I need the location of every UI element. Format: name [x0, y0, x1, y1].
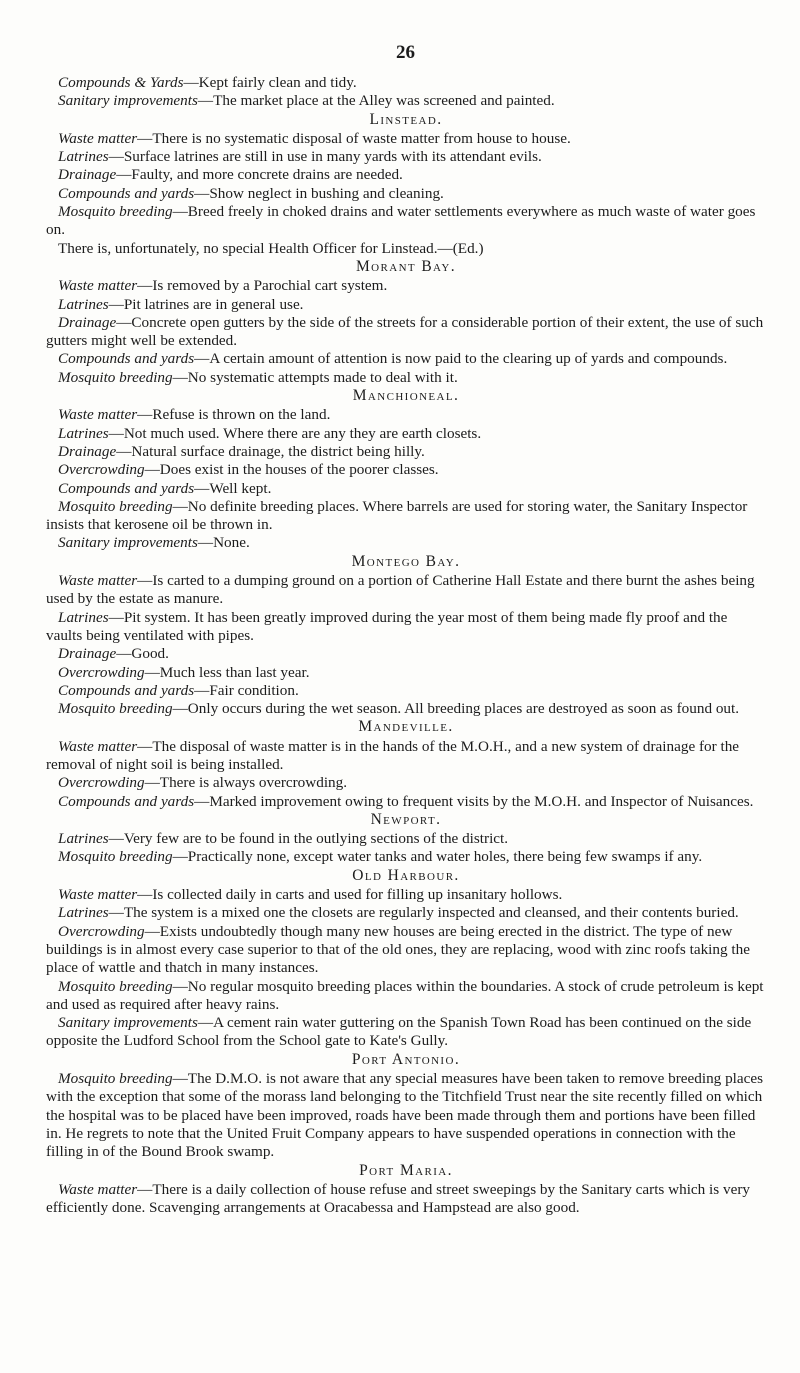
paragraph-label: Latrines: [58, 904, 109, 922]
report-paragraph: [46, 830, 766, 848]
report-section: [46, 718, 766, 810]
paragraph-text: —Refuse is thrown on the land.: [137, 406, 331, 424]
report-paragraph: [46, 700, 766, 718]
report-section: [46, 1162, 766, 1218]
report-paragraph: [46, 443, 766, 461]
report-paragraph: [46, 166, 766, 184]
paragraph-text: —Practically none, except water tanks and water holes, there being few swamps if any.: [172, 848, 703, 866]
report-section: [46, 811, 766, 867]
paragraph-label: Latrines: [58, 424, 109, 442]
paragraph-label: Latrines: [58, 608, 109, 626]
paragraph-label: Compounds and yards: [58, 792, 195, 810]
report-section: [46, 258, 766, 387]
paragraph-text: There is, unfortunately, no special Health Officer for Linstead.—(Ed.): [58, 239, 484, 257]
paragraph-text: —Pit system. It has been greatly improved during the year most of them being made fly proof and the vaults being ventilated with pipes.: [46, 608, 728, 644]
report-paragraph: [46, 240, 766, 258]
paragraph-label: Overcrowding: [58, 922, 145, 940]
report-paragraph: [46, 130, 766, 148]
paragraph-label: Sanitary improvements: [58, 534, 198, 552]
report-paragraph: [46, 92, 766, 110]
report-section: [46, 387, 766, 553]
section-heading: Linstead.: [369, 110, 443, 128]
paragraph-text: —Is carted to a dumping ground on a portion of Catherine Hall Estate and there burnt the ashes being used by the estate as manure.: [46, 572, 755, 608]
paragraph-text: —Kept fairly clean and tidy.: [183, 74, 357, 91]
report-paragraph: [46, 664, 766, 682]
section-heading: Port Maria.: [359, 1161, 453, 1179]
report-paragraph: [46, 369, 766, 387]
section-heading: Montego Bay.: [351, 552, 461, 570]
paragraph-label: Waste matter: [58, 886, 138, 904]
paragraph-label: Latrines: [58, 148, 109, 166]
paragraph-text: —Fair condition.: [194, 681, 299, 699]
report-paragraph: [46, 406, 766, 424]
paragraph-text: —Faulty, and more concrete drains are needed.: [116, 166, 403, 184]
paragraph-text: —Only occurs during the wet season. All breeding places are destroyed as soon as found out.: [172, 700, 740, 718]
paragraph-text: —Is removed by a Parochial cart system.: [137, 277, 388, 295]
report-section: [46, 1051, 766, 1162]
section-heading: Manchioneal.: [352, 387, 460, 405]
paragraph-text: —Natural surface drainage, the district being hilly.: [116, 442, 425, 460]
report-paragraph: [46, 1070, 766, 1161]
paragraph-label: Waste matter: [58, 277, 138, 295]
paragraph-label: Compounds and yards: [58, 184, 195, 202]
report-paragraph: [46, 203, 766, 240]
paragraph-text: —The system is a mixed one the closets are regularly inspected and cleansed, and their contents buried.: [108, 904, 739, 922]
report-paragraph: [46, 572, 766, 609]
page-number: 26: [396, 42, 415, 63]
report-section: [46, 553, 766, 719]
report-paragraph: [46, 534, 766, 552]
paragraph-label: Compounds & Yards: [58, 74, 184, 91]
report-paragraph: [46, 185, 766, 203]
report-paragraph: [46, 314, 766, 351]
report-paragraph: [46, 738, 766, 775]
report-paragraph: [46, 886, 766, 904]
paragraph-text: —The D.M.O. is not aware that any special measures have been taken to remove breeding places with the exception that some of the morass land belonging to the Titchfield Trust near the site recently filled on which the hospital was to be placed have been improved, roads have been made through them and portions have been filled in. He regrets to note that the United Fruit Company appears to have suspended operations in connection with the filling in of the Bound Brook swamp.: [46, 1070, 764, 1161]
report-paragraph: [46, 1014, 766, 1051]
paragraph-text: —There is always overcrowding.: [144, 774, 348, 792]
paragraph-label: Mosquito breeding: [58, 497, 173, 515]
report-paragraph: [46, 296, 766, 314]
paragraph-label: Mosquito breeding: [58, 848, 173, 866]
paragraph-text: —Exists undoubtedly though many new houses are being erected in the district. The type of new buildings is in almost every case superior to that of the old ones, they are replacing, wood with zinc roofs taking the place of wattle and thatch in many instances.: [46, 922, 750, 977]
section-heading: Old Harbour.: [352, 866, 460, 884]
paragraph-text: —Surface latrines are still in use in many yards with its attendant evils.: [108, 148, 542, 166]
report-paragraph: [46, 350, 766, 368]
paragraph-label: Mosquito breeding: [58, 977, 173, 995]
paragraph-label: Drainage: [58, 166, 117, 184]
paragraph-text: —Is collected daily in carts and used for filling up insanitary hollows.: [137, 886, 563, 904]
paragraph-label: Compounds and yards: [58, 479, 195, 497]
paragraph-label: Compounds and yards: [58, 681, 195, 699]
paragraph-label: Waste matter: [58, 406, 138, 424]
paragraph-label: Mosquito breeding: [58, 1070, 173, 1088]
report-paragraph: [46, 923, 766, 978]
report-paragraph: [46, 1181, 766, 1218]
report-paragraph: [46, 978, 766, 1015]
report-paragraph: [46, 480, 766, 498]
paragraph-text: —Good.: [116, 645, 169, 663]
paragraph-text: —Pit latrines are in general use.: [108, 295, 304, 313]
report-paragraph: [46, 904, 766, 922]
paragraph-label: Mosquito breeding: [58, 203, 173, 221]
section-heading: Mandeville.: [358, 718, 454, 736]
report-body: [46, 74, 766, 1217]
paragraph-label: Sanitary improvements: [58, 1014, 198, 1032]
paragraph-text: —The disposal of waste matter is in the hands of the M.O.H., and a new system of drainage for the removal of night soil is being installed.: [46, 737, 740, 773]
paragraph-text: —None.: [197, 534, 250, 552]
report-paragraph: [46, 74, 766, 92]
report-paragraph: [46, 425, 766, 443]
paragraph-text: —Concrete open gutters by the side of the streets for a considerable portion of their extent, the use of such gutters might well be extended.: [46, 313, 764, 350]
paragraph-label: Overcrowding: [58, 774, 145, 792]
report-paragraph: [46, 793, 766, 811]
paragraph-label: Sanitary improvements: [58, 92, 198, 110]
paragraph-label: Drainage: [58, 442, 117, 460]
paragraph-text: —Very few are to be found in the outlying sections of the district.: [108, 830, 509, 848]
paragraph-text: —Breed freely in choked drains and water settlements everywhere as much waste of water goes on.: [46, 203, 756, 239]
paragraph-text: —The market place at the Alley was screened and painted.: [197, 92, 555, 110]
paragraph-label: Waste matter: [58, 737, 138, 755]
report-paragraph: [46, 277, 766, 295]
paragraph-text: —Show neglect in bushing and cleaning.: [194, 184, 444, 202]
paragraph-text: —Not much used. Where there are any they are earth closets.: [108, 424, 482, 442]
paragraph-text: —A certain amount of attention is now paid to the clearing up of yards and compounds.: [194, 350, 728, 368]
paragraph-label: Waste matter: [58, 129, 138, 147]
paragraph-label: Latrines: [58, 295, 109, 313]
report-paragraph: [46, 774, 766, 792]
paragraph-label: Waste matter: [58, 1180, 138, 1198]
paragraph-text: —There is no systematic disposal of waste matter from house to house.: [137, 129, 571, 147]
report-section: [46, 111, 766, 258]
report-paragraph: [46, 461, 766, 479]
section-heading: Port Antonio.: [351, 1050, 461, 1068]
report-section: [46, 74, 766, 111]
paragraph-label: Waste matter: [58, 572, 138, 590]
paragraph-label: Latrines: [58, 830, 109, 848]
paragraph-text: —Well kept.: [194, 479, 272, 497]
paragraph-label: Compounds and yards: [58, 350, 195, 368]
paragraph-label: Drainage: [58, 313, 117, 331]
report-section: [46, 867, 766, 1051]
paragraph-label: Mosquito breeding: [58, 700, 173, 718]
paragraph-label: Drainage: [58, 645, 117, 663]
section-heading: Morant Bay.: [355, 257, 457, 275]
paragraph-label: Overcrowding: [58, 663, 145, 681]
paragraph-text: —Does exist in the houses of the poorer classes.: [144, 461, 439, 479]
paragraph-text: —A cement rain water guttering on the Spanish Town Road has been continued on the side opposite the Ludford School from the School gate to Kate's Gully.: [46, 1014, 752, 1050]
paragraph-text: —No regular mosquito breeding places within the boundaries. A stock of crude petroleum is kept and used as required after heavy rains.: [46, 977, 764, 1013]
report-paragraph: [46, 645, 766, 663]
report-paragraph: [46, 148, 766, 166]
paragraph-label: Mosquito breeding: [58, 368, 173, 386]
report-paragraph: [46, 848, 766, 866]
section-heading: Newport.: [370, 810, 442, 828]
paragraph-text: —No definite breeding places. Where barrels are used for storing water, the Sanitary Inspector insists that kerosene oil be thrown in.: [46, 497, 748, 534]
paragraph-text: —There is a daily collection of house refuse and street sweepings by the Sanitary carts which is very efficiently done. Scavenging arrangements at Oracabessa and Hampstead are also good.: [46, 1180, 750, 1217]
paragraph-text: —Much less than last year.: [144, 663, 310, 681]
paragraph-text: —No systematic attempts made to deal with it.: [172, 368, 458, 386]
report-paragraph: [46, 609, 766, 646]
report-paragraph: [46, 682, 766, 700]
paragraph-text: —Marked improvement owing to frequent visits by the M.O.H. and Inspector of Nuisances.: [194, 792, 754, 810]
report-paragraph: [46, 498, 766, 535]
paragraph-label: Overcrowding: [58, 461, 145, 479]
